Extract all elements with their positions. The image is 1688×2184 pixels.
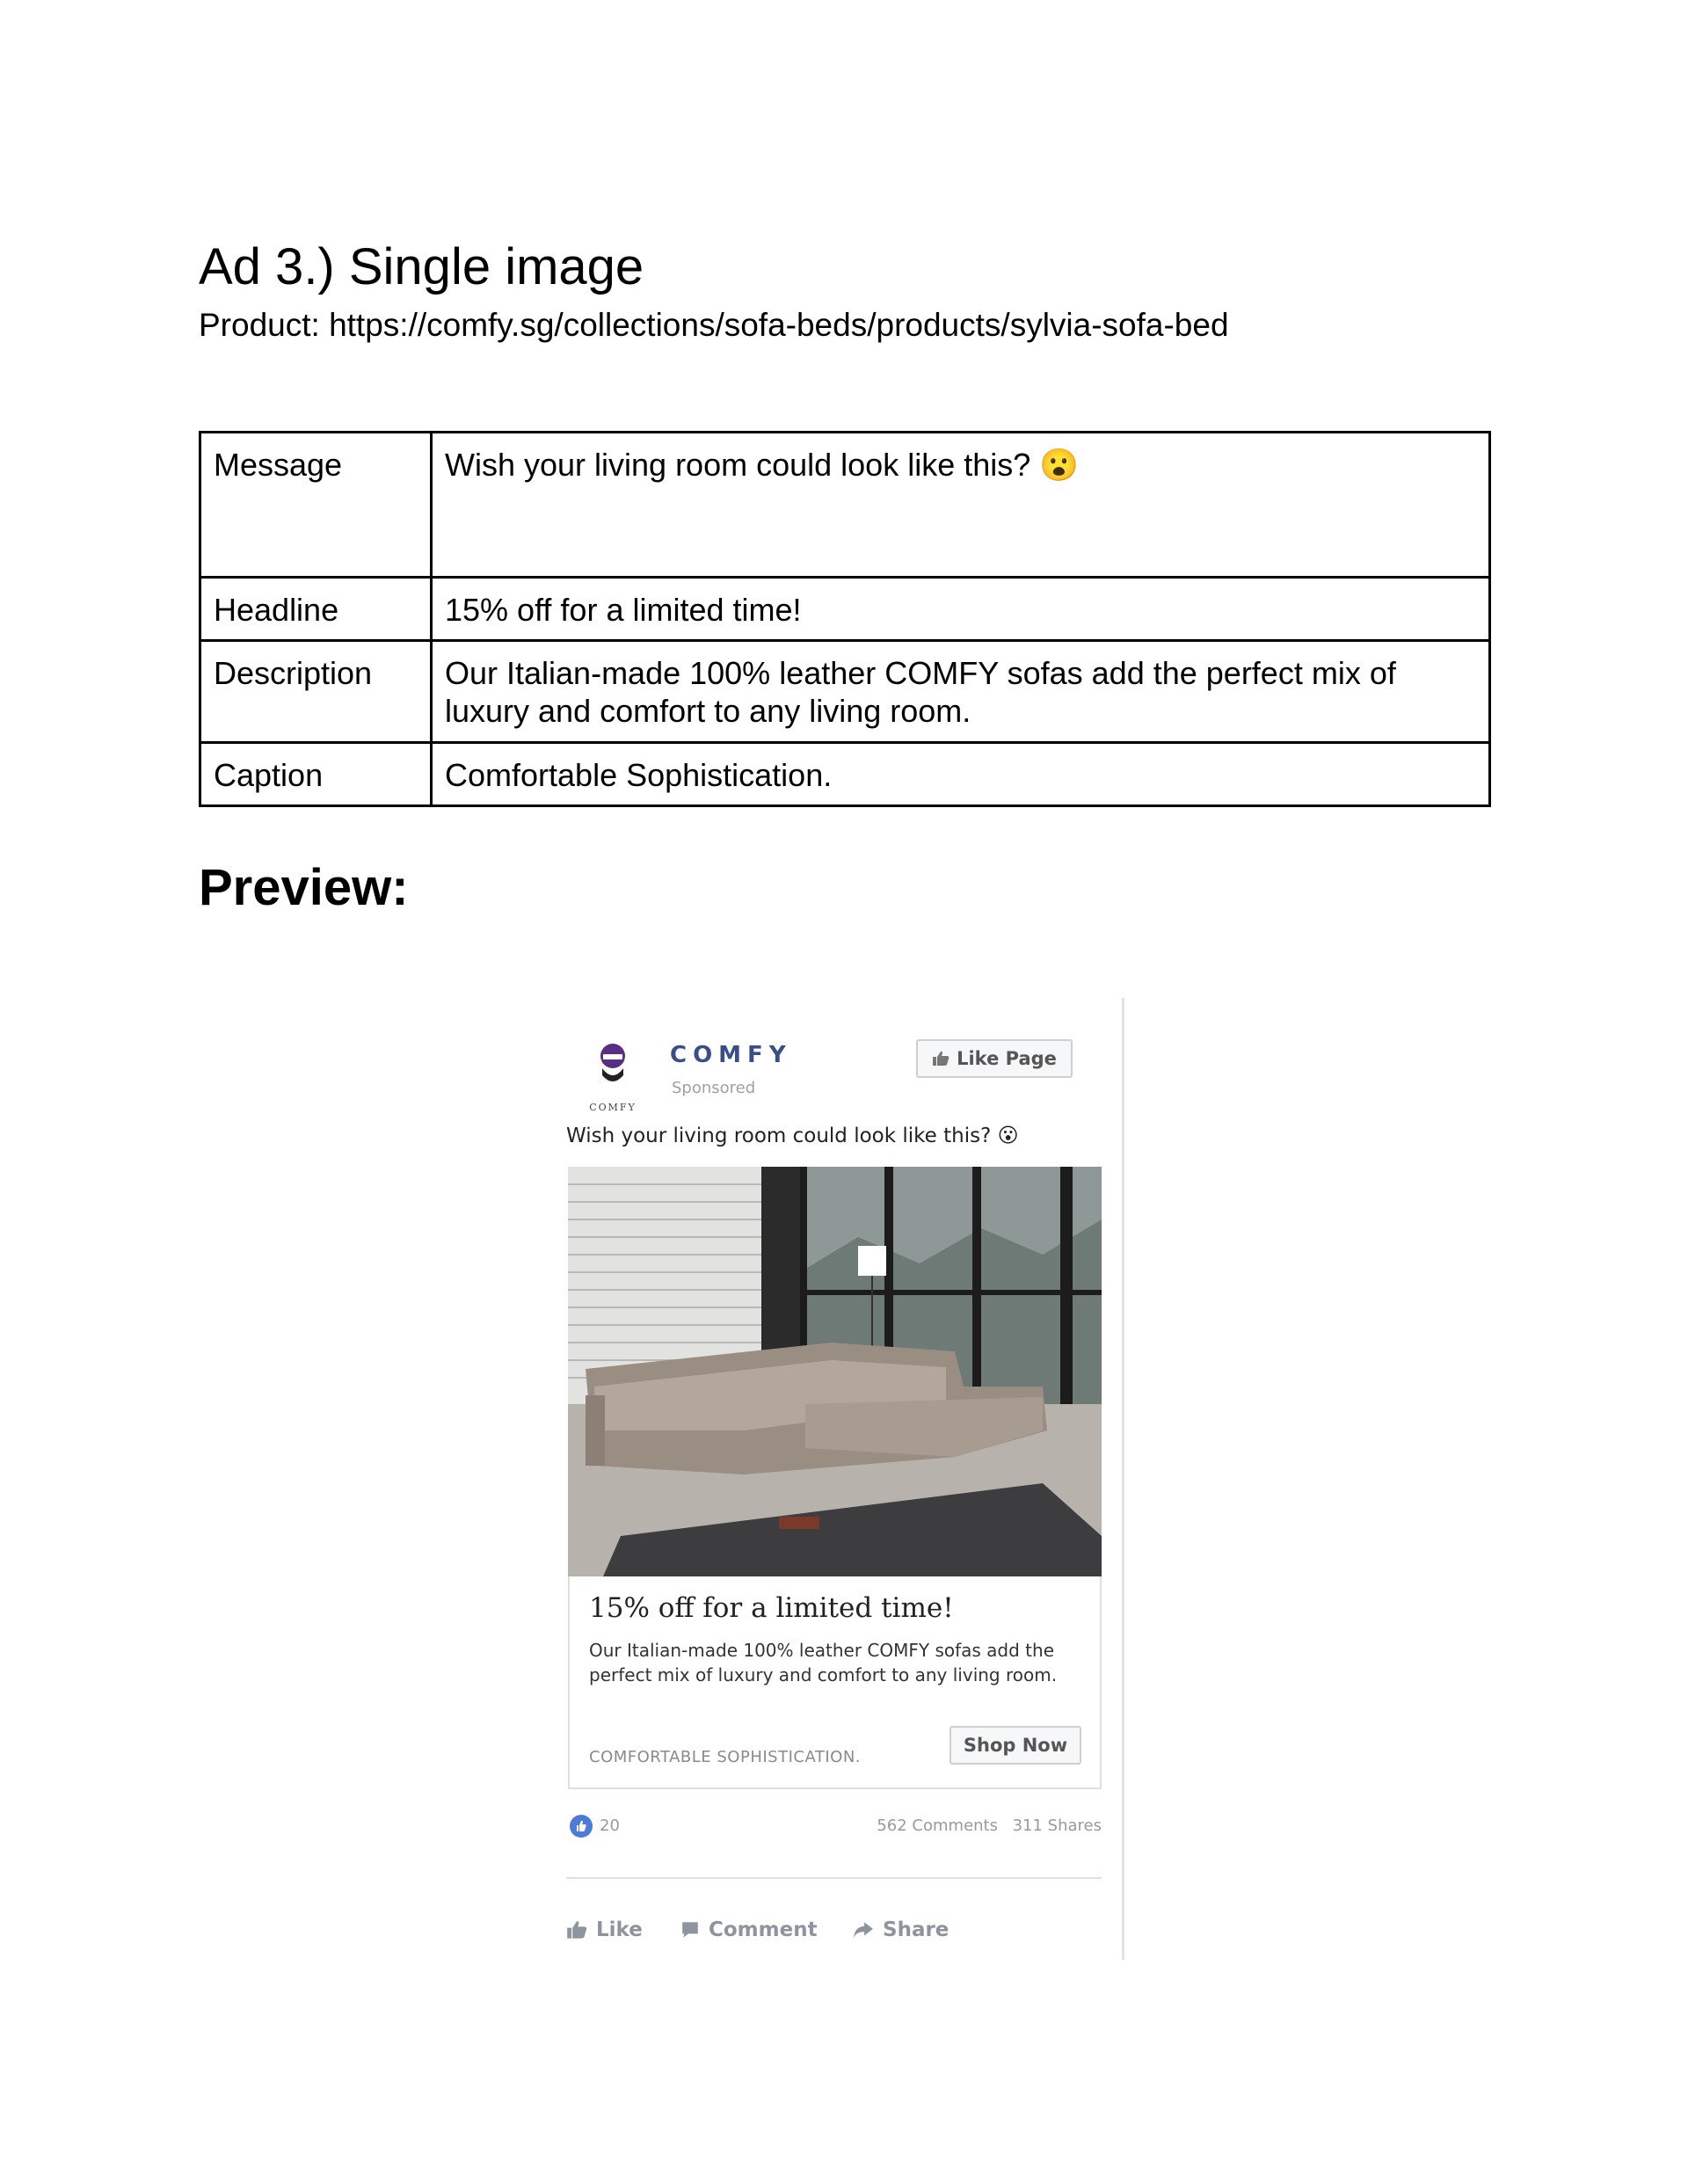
shop-now-button[interactable]: Shop Now: [950, 1726, 1081, 1765]
like-page-button[interactable]: [916, 1039, 1073, 1078]
row-label-caption: Caption: [200, 742, 432, 805]
row-label-message: Message: [200, 433, 432, 578]
engagement-stats: [570, 1813, 1102, 1839]
link-preview[interactable]: [568, 1576, 1102, 1789]
like-button[interactable]: [566, 1918, 643, 1941]
comments-count[interactable]: 562 Comments: [877, 1816, 998, 1835]
table-row: [200, 578, 1490, 641]
preview-heading: Preview:: [199, 859, 409, 916]
action-bar: [566, 1918, 1102, 1950]
sponsored-label: Sponsored: [672, 1079, 756, 1097]
share-label: Share: [883, 1918, 950, 1941]
row-value-caption: Comfortable Sophistication.: [432, 742, 1490, 805]
ad-caption: COMFORTABLE SOPHISTICATION.: [589, 1748, 862, 1766]
like-reaction-icon: [570, 1815, 593, 1838]
thumbs-up-icon: [566, 1920, 587, 1940]
svg-text:COMFY: COMFY: [589, 1102, 637, 1113]
comment-button[interactable]: [680, 1918, 818, 1941]
ad-headline: 15% off for a limited time!: [589, 1592, 954, 1624]
page-title: Ad 3.) Single image: [199, 238, 644, 295]
row-label-description: Description: [200, 641, 432, 742]
reaction-count[interactable]: 20: [600, 1816, 620, 1835]
table-row: [200, 742, 1490, 805]
row-value-description: Our Italian-made 100% leather COMFY sofas add the perfect mix of luxury and comfort to any living room.: [432, 641, 1490, 742]
row-value-headline: 15% off for a limited time!: [432, 578, 1490, 641]
facebook-ad-preview: [563, 998, 1122, 1960]
divider: [1122, 998, 1124, 1960]
row-value-message: Wish your living room could look like this? 😮: [432, 433, 1490, 578]
comment-icon: [680, 1920, 700, 1940]
row-label-headline: Headline: [200, 578, 432, 641]
ad-spec-table: [199, 431, 1491, 807]
post-message: Wish your living room could look like this? 😮: [566, 1125, 1019, 1147]
like-page-label: Like Page: [957, 1048, 1057, 1069]
comfy-logo-icon: [589, 1038, 637, 1116]
table-row: [200, 433, 1490, 578]
thumbs-up-icon: [932, 1051, 950, 1067]
table-row: [200, 641, 1490, 742]
like-label: Like: [596, 1918, 643, 1941]
page-name[interactable]: COMFY: [670, 1042, 792, 1068]
ad-description: Our Italian-made 100% leather COMFY sofas add the perfect mix of luxury and comfort to any living room.: [589, 1640, 1058, 1685]
share-arrow-icon: [853, 1920, 874, 1940]
product-url: Product: https://comfy.sg/collections/sofa-beds/products/sylvia-sofa-bed: [199, 307, 1229, 343]
comment-label: Comment: [709, 1918, 818, 1941]
sofa-photo[interactable]: [568, 1167, 1102, 1576]
share-button[interactable]: [853, 1918, 949, 1941]
shares-count[interactable]: 311 Shares: [1012, 1816, 1102, 1835]
divider: [566, 1877, 1102, 1879]
